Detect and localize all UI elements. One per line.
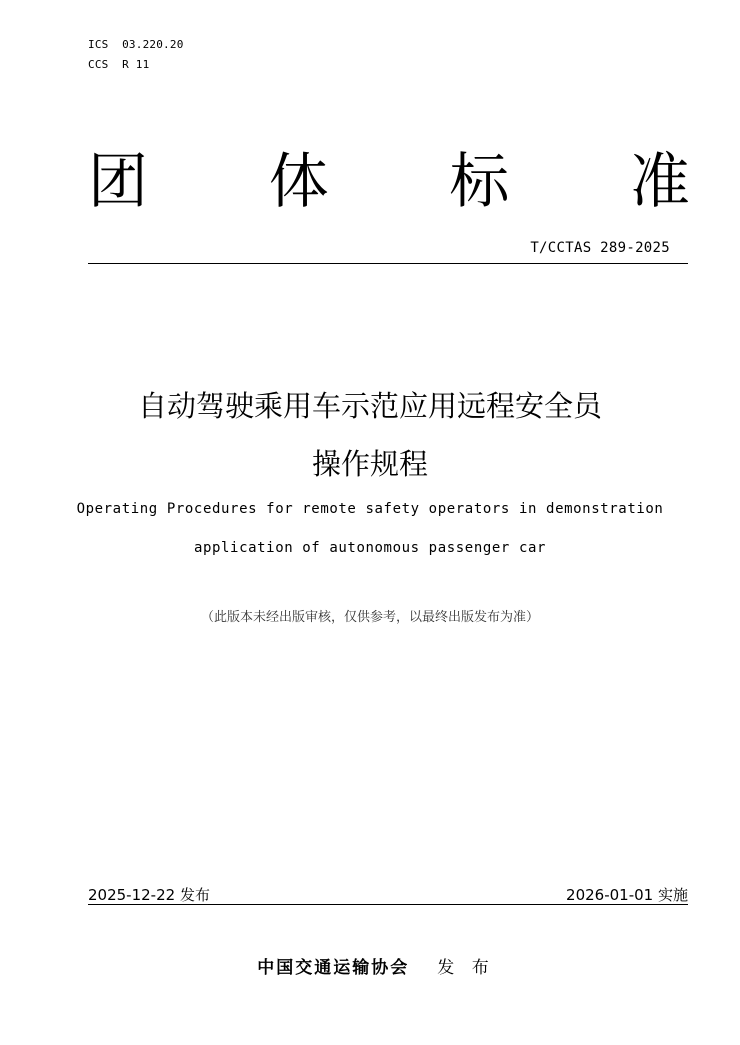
issue-date: 2025-12-22 发布	[88, 886, 210, 904]
chinese-title-line-1: 自动驾驶乘用车示范应用远程安全员	[137, 389, 602, 423]
standard-type-char: 准	[629, 147, 690, 217]
footer-divider	[88, 904, 688, 905]
standard-type-char: 团	[88, 147, 148, 217]
standard-number: T/CCTAS 289-2025	[530, 240, 670, 256]
english-title-line-1: Operating Procedures for remote safety operators in demonstration	[76, 501, 664, 517]
publish-action: 发 布	[437, 958, 495, 978]
standard-type-char: 体	[268, 147, 329, 217]
standard-type-heading	[88, 142, 690, 222]
publisher-line	[0, 953, 740, 978]
chinese-title-line-2: 操作规程	[311, 447, 428, 481]
english-title-line-2: application of autonomous passenger car	[193, 540, 547, 556]
implementation-date: 2026-01-01 实施	[566, 886, 688, 904]
ics-code: ICS 03.220.20	[88, 38, 184, 51]
draft-note: （此版本未经出版审核，仅供参考，以最终出版发布为准）	[200, 610, 539, 625]
publisher-name: 中国交通运输协会	[257, 958, 410, 978]
header-divider	[88, 263, 688, 264]
standard-type-char: 标	[449, 147, 510, 217]
ccs-code: CCS R 11	[88, 58, 150, 71]
